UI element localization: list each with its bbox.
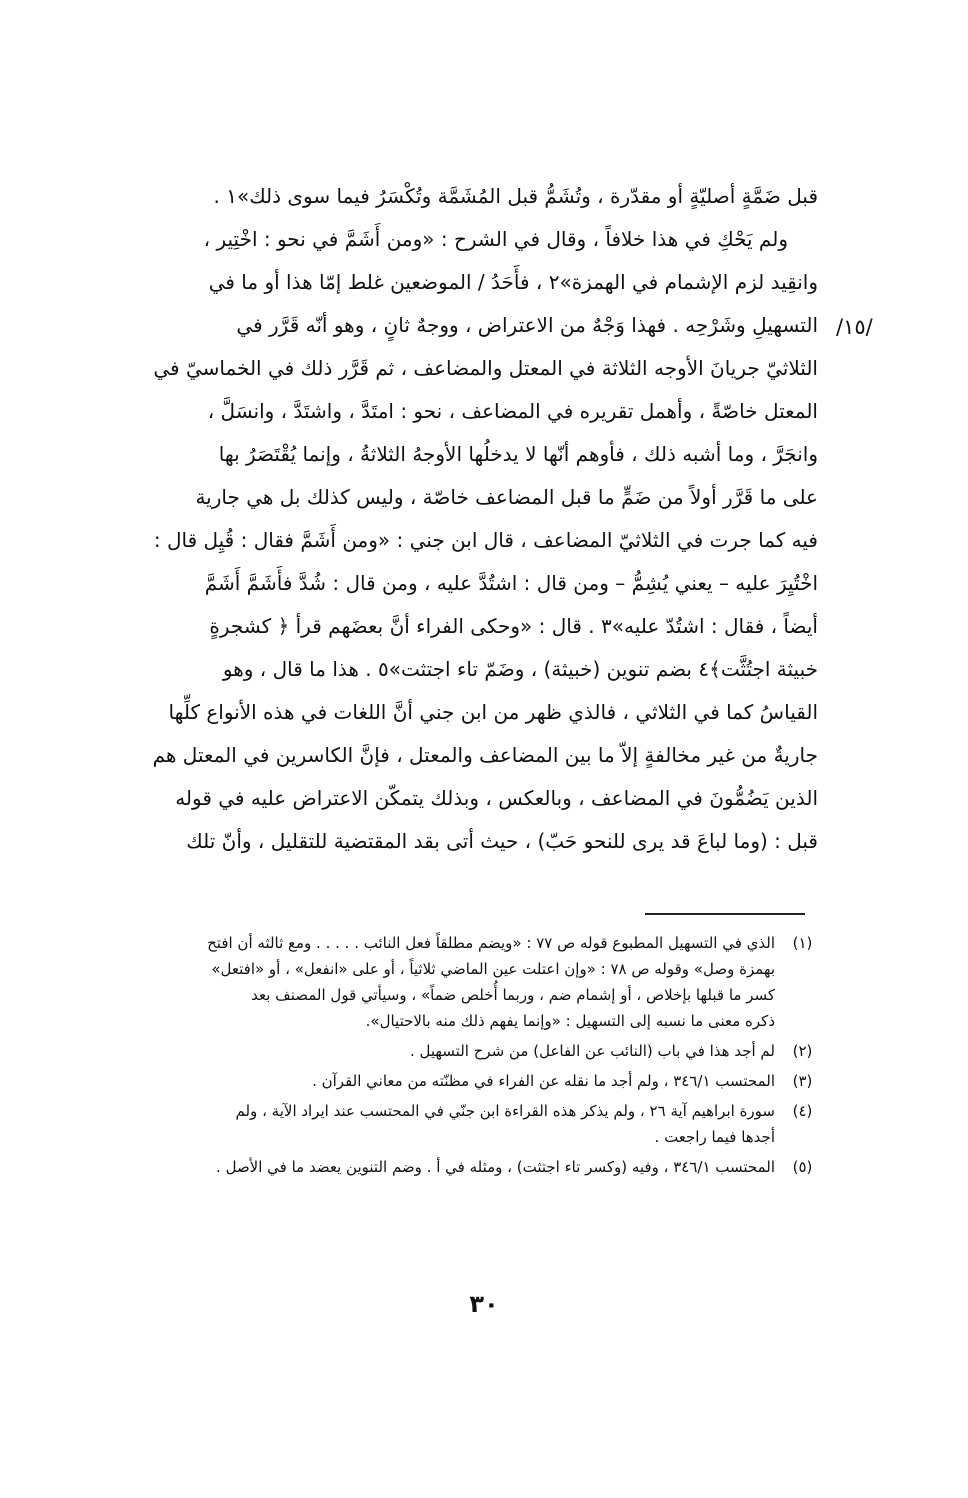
text-line: الذين يَضُمُّونَ في المضاعف ، وبالعكس ، وبذلك يتمكّن الاعتراض عليه في قوله: [175, 786, 818, 810]
footnote-text: [130, 1098, 775, 1150]
footnote-text: [130, 1154, 775, 1180]
text-line: القياسُ كما في الثلاثي ، فالذي ظهر من ابن جني أنَّ اللغات في هذه الأنواع كلِّها: [168, 700, 818, 724]
footnote-text: [130, 1068, 775, 1094]
text-line: أيضاً ، فقال : اشتُدّ عليه»٣ . قال : «وحكى الفراء أنَّ بعضَهم قرأ ﴿ كشجرةٍ: [209, 614, 818, 638]
footnote-5: [130, 1154, 830, 1180]
page-number: ٣٠: [469, 1290, 499, 1318]
footnote-line: كسر ما قبلها بإخلاص ، أو إشمام ضم ، وربما أُخلص ضماً» ، وسيأتي قول المصنف بعد: [251, 986, 775, 1004]
text-line: وانجَرَّ ، وما أشبه ذلك ، فأوهم أنّها لا يدخلُها الأوجهُ الثلاثةُ ، وإنما يُقْتَصَرُ بها: [218, 442, 818, 466]
footnote-line: المحتسب ٣٤٦/١ ، ولم أجد ما نقله عن الفراء في مظنّته من معاني القرآن .: [312, 1072, 775, 1090]
footnote-number: (٢): [792, 1042, 813, 1060]
footnote-text: [130, 930, 775, 1034]
footnote-3: [130, 1068, 830, 1094]
manuscript-folio-marker: /١٥/: [836, 315, 873, 339]
footnote-line: سورة ابراهيم آية ٢٦ ، ولم يذكر هذه القراءة ابن جنّي في المحتسب عند ايراد الآية ، ولم: [235, 1102, 775, 1120]
footnote-number: (٥): [792, 1158, 813, 1176]
footnote-4: [130, 1098, 830, 1150]
text-line: المعتل خاصّةً ، وأهمل تقريره في المضاعف ، نحو : امتَدَّ ، واشتَدَّ ، وانسَلَّ ،: [207, 399, 818, 423]
footnote-line: بهمزة وصل» وقوله ص ٧٨ : «وإن اعتلت عين الماضي ثلاثياً ، أو على «انفعل» ، أو «افتعل»: [211, 960, 775, 978]
text-line: خبيثة اجتُثَّت﴾٤ بضم تنوين (خبيثة) ، وضَمّ تاء اجتثت»٥ . هذا ما قال ، وهو: [222, 657, 818, 681]
text-line: قبل ضَمَّةٍ أصليّةٍ أو مقدّرة ، وتُشَمُّ قبل المُشَمَّة وتُكْسَرُ فيما سوى ذلك»١ .: [213, 184, 818, 208]
footnote-divider: [645, 913, 805, 915]
text-line: اخْتُيِرَ عليه – يعني يُشِمُّ – ومن قال : اشتُدَّ عليه ، ومن قال : شُدَّ فأَشَمَّ أَشَمَّ: [204, 571, 818, 595]
footnote-number: (٣): [792, 1072, 813, 1090]
footnote-1: [130, 930, 830, 1034]
footnote-line: ذكره معنى ما نسبه إلى التسهيل : «وإنما يفهم ذلك منه بالاحتيال».: [365, 1012, 775, 1030]
footnotes-block: [130, 930, 830, 1184]
text-line: ولم يَحْكِ في هذا خلافاً ، وقال في الشرح : «ومن أَشَمَّ في نحو : اخْتِير ،: [203, 227, 788, 251]
footnote-number: (٤): [792, 1102, 813, 1120]
footnote-text: [130, 1038, 775, 1064]
text-line: وانقِيد لزم الإشمام في الهمزة»٢ ، فأَحَدُ / الموضعين غلط إمّا هذا أو ما في: [208, 270, 818, 294]
footnote-line: المحتسب ٣٤٦/١ ، وفيه (وكسر تاء اجتثت) ، ومثله في أ . وضم التنوين يعضد ما في الأصل .: [216, 1158, 775, 1176]
footnote-2: [130, 1038, 830, 1064]
footnote-line: الذي في التسهيل المطبوع قوله ص ٧٧ : «ويضم مطلقاً فعل النائب . . . . . ومع ثالثه أن افتح: [207, 934, 775, 952]
footnote-line: لم أجد هذا في باب (النائب عن الفاعل) من شرح التسهيل .: [409, 1042, 775, 1060]
text-line: فيه كما جرت في الثلاثيّ المضاعف ، قال ابن جني : «ومن أَشَمَّ فقال : قُيِل قال :: [153, 528, 818, 552]
main-text-block: [118, 175, 818, 863]
footnote-line: أجدها فيما راجعت .: [654, 1128, 775, 1146]
text-line: التسهيلِ وشَرْحِه . فهذا وَجْهٌ من الاعتراض ، ووجهٌ ثانٍ ، وهو أنّه قَرَّر في: [236, 313, 818, 337]
footnote-number: (١): [792, 934, 813, 952]
text-line: جاريةٌ من غير مخالفةٍ إلاّ ما بين المضاعف والمعتل ، فإنَّ الكاسرين في المعتل هم: [152, 743, 818, 767]
text-line: الثلاثيّ جريانَ الأوجه الثلاثة في المعتل والمضاعف ، ثم قَرَّر ذلك في الخماسيّ في: [153, 356, 818, 380]
text-line: على ما قَرَّر أولاً من ضَمٍّ ما قبل المضاعف خاصّة ، وليس كذلك بل هي جارية: [195, 485, 818, 509]
text-line: قبل : (وما لباعَ قد يرى للنحو حَبّ) ، حيث أتى بقد المقتضية للتقليل ، وأنّ تلك: [186, 829, 818, 853]
